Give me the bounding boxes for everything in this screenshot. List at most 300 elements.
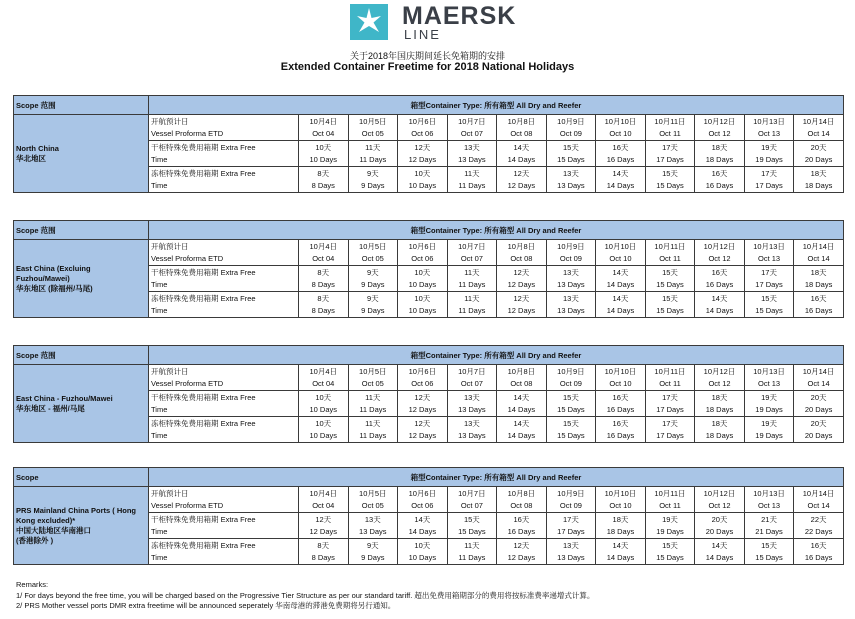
days-cn: 10天 xyxy=(315,418,332,428)
row-label-line: 冻柜特殊免费用箱期 Extra Free xyxy=(151,418,256,428)
days-cn: 15天 xyxy=(463,514,480,524)
days-cn: 11天 xyxy=(464,293,480,303)
days-en: 18 Days xyxy=(705,430,734,440)
container-type-header: 箱型Container Type: 所有箱型 All Dry and Reefer xyxy=(149,346,844,365)
days-cell xyxy=(299,391,349,417)
days-cell xyxy=(695,167,745,193)
date-cell xyxy=(348,115,398,141)
days-cell xyxy=(794,167,844,193)
days-cn: 14天 xyxy=(414,514,431,524)
days-cell xyxy=(447,292,497,318)
days-cn: 16天 xyxy=(711,168,728,178)
days-en: 9 Days xyxy=(361,305,385,315)
days-cn: 14天 xyxy=(513,418,530,428)
scope-line: East China (Excluing xyxy=(16,263,91,273)
scope-header: Scope 范围 xyxy=(14,221,149,240)
days-cell xyxy=(398,417,448,443)
days-cn: 13天 xyxy=(364,514,381,524)
row-label-line: Time xyxy=(151,305,168,315)
date-en: Oct 09 xyxy=(559,378,582,388)
days-en: 12 Days xyxy=(408,404,437,414)
row-label-line: Vessel Proforma ETD xyxy=(151,128,224,138)
date-cell xyxy=(596,115,646,141)
date-cn: 10月10日 xyxy=(604,366,637,376)
date-cn: 10月13日 xyxy=(753,241,785,251)
date-cell xyxy=(299,240,349,266)
date-en: Oct 13 xyxy=(758,253,781,263)
days-cn: 15天 xyxy=(662,540,678,550)
days-cn: 15天 xyxy=(761,540,777,550)
days-cell xyxy=(348,167,398,193)
date-cell xyxy=(497,365,547,391)
date-cn: 10月14日 xyxy=(802,241,835,251)
date-cell xyxy=(447,115,497,141)
date-cn: 10月11日 xyxy=(654,116,686,126)
days-en: 12 Days xyxy=(408,154,437,164)
days-cn: 12天 xyxy=(513,168,530,178)
days-cell xyxy=(497,266,547,292)
remarks xyxy=(16,580,594,612)
days-cn: 14天 xyxy=(612,293,629,303)
days-cell xyxy=(645,513,695,539)
days-en: 14 Days xyxy=(606,305,635,315)
days-en: 20 Days xyxy=(804,404,833,414)
row-label-reefer xyxy=(149,539,299,565)
days-cell xyxy=(794,417,844,443)
days-cn: 8天 xyxy=(317,267,330,277)
days-cn: 17天 xyxy=(761,267,777,277)
date-cn: 10月12日 xyxy=(703,116,736,126)
days-cn: 12天 xyxy=(414,418,431,428)
date-cn: 10月12日 xyxy=(703,488,736,498)
date-cn: 10月13日 xyxy=(753,488,785,498)
date-en: Oct 06 xyxy=(411,378,434,388)
days-en: 8 Days xyxy=(311,552,335,562)
table-header-row xyxy=(14,468,844,487)
scope-cell xyxy=(14,240,149,318)
days-en: 13 Days xyxy=(557,279,585,289)
row-label-line: Vessel Proforma ETD xyxy=(151,253,224,263)
date-cell xyxy=(645,365,695,391)
days-cn: 14天 xyxy=(711,540,728,550)
days-en: 20 Days xyxy=(804,430,833,440)
days-cell xyxy=(645,391,695,417)
freetime-table xyxy=(13,95,844,193)
days-en: 8 Days xyxy=(311,180,335,190)
page-title: Extended Container Freetime for 2018 National Holidays xyxy=(280,61,575,73)
days-en: 16 Days xyxy=(606,154,635,164)
date-en: Oct 04 xyxy=(312,253,335,263)
date-cn: 10月4日 xyxy=(309,116,338,126)
days-en: 20 Days xyxy=(804,154,833,164)
days-cn: 12天 xyxy=(315,514,332,524)
days-cn: 14天 xyxy=(612,168,629,178)
days-en: 13 Days xyxy=(557,180,585,190)
days-cell xyxy=(546,141,596,167)
days-en: 13 Days xyxy=(557,552,585,562)
scope-line: PRS Mainland China Ports ( Hong xyxy=(16,505,137,515)
date-cn: 10月8日 xyxy=(507,241,536,251)
days-en: 18 Days xyxy=(804,180,833,190)
days-cn: 18天 xyxy=(711,418,728,428)
row-label-line: 干柜特殊免费用箱期 Extra Free xyxy=(151,267,256,277)
date-cn: 10月7日 xyxy=(458,366,486,376)
scope-line: Kong excluded)* xyxy=(16,515,76,525)
days-cn: 20天 xyxy=(810,142,827,152)
days-en: 11 Days xyxy=(458,552,486,562)
days-en: 21 Days xyxy=(755,526,783,536)
row-label-etd xyxy=(149,365,299,391)
days-en: 17 Days xyxy=(557,526,585,536)
days-en: 15 Days xyxy=(557,404,585,414)
date-cn: 10月7日 xyxy=(458,241,486,251)
date-cn: 10月5日 xyxy=(359,366,387,376)
date-cell xyxy=(695,240,745,266)
date-cn: 10月6日 xyxy=(408,488,437,498)
date-en: Oct 05 xyxy=(361,128,384,138)
date-en: Oct 14 xyxy=(807,253,830,263)
date-en: Oct 06 xyxy=(411,253,434,263)
date-cell xyxy=(546,240,596,266)
date-en: Oct 07 xyxy=(460,378,483,388)
table-row xyxy=(14,365,844,378)
date-en: Oct 10 xyxy=(609,378,632,388)
date-cn: 10月8日 xyxy=(507,366,536,376)
row-label-reefer xyxy=(149,167,299,193)
days-cn: 12天 xyxy=(513,267,530,277)
date-cell xyxy=(744,115,794,141)
date-cell xyxy=(546,487,596,513)
date-cell xyxy=(645,115,695,141)
date-cn: 10月11日 xyxy=(654,366,686,376)
days-cell xyxy=(596,167,646,193)
days-en: 17 Days xyxy=(755,279,783,289)
days-cell xyxy=(744,292,794,318)
date-en: Oct 11 xyxy=(659,378,681,388)
days-cell xyxy=(497,539,547,565)
days-en: 22 Days xyxy=(804,526,833,536)
days-cell xyxy=(299,266,349,292)
date-cn: 10月14日 xyxy=(802,488,835,498)
days-en: 19 Days xyxy=(755,154,783,164)
days-cn: 15天 xyxy=(662,168,678,178)
scope-line: 中国大陆地区华南港口 xyxy=(16,525,91,535)
date-en: Oct 05 xyxy=(361,500,384,510)
date-cn: 10月11日 xyxy=(654,488,686,498)
row-label-line: 干柜特殊免费用箱期 Extra Free xyxy=(151,392,256,402)
days-cn: 18天 xyxy=(810,267,827,277)
days-cell xyxy=(596,266,646,292)
days-en: 14 Days xyxy=(705,305,734,315)
days-cell xyxy=(695,417,745,443)
days-en: 19 Days xyxy=(656,526,684,536)
days-cn: 15天 xyxy=(662,267,678,277)
days-cn: 16天 xyxy=(513,514,530,524)
scope-line: 华东地区 - 福州/马尾 xyxy=(16,403,85,413)
days-cell xyxy=(299,167,349,193)
date-cn: 10月5日 xyxy=(359,116,387,126)
days-cn: 15天 xyxy=(563,142,579,152)
days-en: 11 Days xyxy=(458,279,486,289)
days-cn: 15天 xyxy=(662,293,678,303)
row-label-etd xyxy=(149,240,299,266)
date-cn: 10月6日 xyxy=(408,366,437,376)
seven-point-star-icon xyxy=(350,4,388,40)
days-en: 9 Days xyxy=(361,279,385,289)
container-type-header: 箱型Container Type: 所有箱型 All Dry and Reefer xyxy=(149,221,844,240)
days-cell xyxy=(348,513,398,539)
days-cell xyxy=(497,417,547,443)
days-en: 16 Days xyxy=(804,552,833,562)
scope-header: Scope xyxy=(14,468,149,487)
days-en: 13 Days xyxy=(557,305,585,315)
date-cell xyxy=(447,365,497,391)
date-cell xyxy=(794,115,844,141)
date-cn: 10月10日 xyxy=(604,116,637,126)
date-cell xyxy=(398,365,448,391)
date-en: Oct 12 xyxy=(708,500,731,510)
days-cell xyxy=(744,141,794,167)
days-cell xyxy=(546,391,596,417)
scope-line: 华北地区 xyxy=(16,153,46,163)
days-en: 15 Days xyxy=(656,279,684,289)
days-cell xyxy=(348,417,398,443)
days-cell xyxy=(398,391,448,417)
date-en: Oct 13 xyxy=(758,378,781,388)
date-en: Oct 09 xyxy=(559,500,582,510)
days-cell xyxy=(695,513,745,539)
row-label-line: Vessel Proforma ETD xyxy=(151,378,224,388)
days-en: 9 Days xyxy=(361,552,385,562)
days-cn: 19天 xyxy=(761,392,777,402)
days-en: 10 Days xyxy=(408,279,437,289)
days-en: 18 Days xyxy=(705,404,734,414)
date-cn: 10月10日 xyxy=(604,488,637,498)
days-cn: 13天 xyxy=(463,392,480,402)
logo-subword: LINE xyxy=(404,27,441,42)
days-cell xyxy=(695,292,745,318)
remark-line: 1/ For days beyond the free time, you will be charged based on the Progressive Tier Structure as per our standard tariff. 超出免费用箱期部分的费用将按标准费率递增式计算。 xyxy=(16,590,595,600)
date-en: Oct 05 xyxy=(361,378,384,388)
days-cn: 17天 xyxy=(662,142,678,152)
days-en: 15 Days xyxy=(557,154,585,164)
days-cell xyxy=(546,539,596,565)
days-en: 18 Days xyxy=(705,154,734,164)
days-cn: 13天 xyxy=(463,142,480,152)
date-en: Oct 14 xyxy=(807,378,830,388)
days-cell xyxy=(348,539,398,565)
date-cn: 10月4日 xyxy=(309,241,338,251)
days-en: 10 Days xyxy=(309,404,338,414)
days-cell xyxy=(398,141,448,167)
days-en: 12 Days xyxy=(507,279,536,289)
days-cn: 10天 xyxy=(414,168,431,178)
date-en: Oct 04 xyxy=(312,500,335,510)
date-cn: 10月4日 xyxy=(309,488,338,498)
date-en: Oct 11 xyxy=(659,253,681,263)
days-en: 10 Days xyxy=(309,154,338,164)
days-cell xyxy=(695,391,745,417)
days-cell xyxy=(398,539,448,565)
days-cell xyxy=(744,266,794,292)
row-label-line: Time xyxy=(151,430,168,440)
row-label-etd xyxy=(149,115,299,141)
days-cell xyxy=(497,141,547,167)
row-label-dry xyxy=(149,266,299,292)
table-header-row xyxy=(14,346,844,365)
date-cell xyxy=(794,487,844,513)
days-cell xyxy=(794,292,844,318)
scope-header: Scope 范围 xyxy=(14,346,149,365)
days-cell xyxy=(299,141,349,167)
days-cn: 8天 xyxy=(317,168,330,178)
row-label-line: Time xyxy=(151,526,168,536)
days-cn: 16天 xyxy=(810,293,827,303)
days-en: 14 Days xyxy=(606,552,635,562)
days-cn: 8天 xyxy=(317,540,330,550)
days-en: 13 Days xyxy=(458,154,486,164)
days-cell xyxy=(596,141,646,167)
row-label-line: 开航预计日 xyxy=(151,488,189,498)
days-cell xyxy=(447,513,497,539)
date-cell xyxy=(497,115,547,141)
date-cn: 10月9日 xyxy=(557,241,585,251)
days-en: 9 Days xyxy=(361,180,385,190)
days-cell xyxy=(596,391,646,417)
date-cell xyxy=(794,365,844,391)
days-cn: 11天 xyxy=(365,142,381,152)
days-en: 16 Days xyxy=(705,180,734,190)
days-cn: 9天 xyxy=(366,168,379,178)
row-label-etd xyxy=(149,487,299,513)
days-en: 8 Days xyxy=(311,305,335,315)
days-cn: 11天 xyxy=(464,267,480,277)
date-cn: 10月10日 xyxy=(604,241,637,251)
date-en: Oct 11 xyxy=(659,128,681,138)
days-cell xyxy=(695,539,745,565)
days-cn: 13天 xyxy=(563,293,579,303)
date-cell xyxy=(596,240,646,266)
days-en: 19 Days xyxy=(755,430,783,440)
table-row xyxy=(14,240,844,253)
scope-line: Fuzhou/Mawei) xyxy=(16,273,70,283)
days-cell xyxy=(695,266,745,292)
days-cn: 14天 xyxy=(513,142,530,152)
days-en: 15 Days xyxy=(755,305,783,315)
date-en: Oct 04 xyxy=(312,128,335,138)
page-subtitle: 关于2018年国庆期间延长免箱期的安排 xyxy=(349,51,506,61)
days-en: 10 Days xyxy=(408,305,437,315)
days-cn: 11天 xyxy=(365,418,381,428)
days-cell xyxy=(398,167,448,193)
date-cell xyxy=(744,240,794,266)
days-cell xyxy=(596,292,646,318)
days-cell xyxy=(447,417,497,443)
days-cell xyxy=(497,292,547,318)
date-cn: 10月7日 xyxy=(458,116,486,126)
days-en: 13 Days xyxy=(458,430,486,440)
row-label-dry xyxy=(149,141,299,167)
date-en: Oct 09 xyxy=(559,253,582,263)
date-cell xyxy=(744,487,794,513)
days-cn: 20天 xyxy=(810,392,827,402)
row-label-line: Time xyxy=(151,180,168,190)
days-cn: 10天 xyxy=(414,293,431,303)
maersk-logo xyxy=(350,2,517,42)
date-cell xyxy=(695,487,745,513)
days-en: 14 Days xyxy=(705,552,734,562)
days-en: 8 Days xyxy=(311,279,335,289)
days-en: 15 Days xyxy=(458,526,486,536)
date-cn: 10月8日 xyxy=(507,488,536,498)
date-en: Oct 06 xyxy=(411,128,434,138)
freetime-table xyxy=(13,467,844,565)
days-cell xyxy=(794,391,844,417)
date-en: Oct 05 xyxy=(361,253,384,263)
date-cn: 10月12日 xyxy=(703,241,736,251)
date-cell xyxy=(546,115,596,141)
days-en: 11 Days xyxy=(458,180,486,190)
days-en: 11 Days xyxy=(359,404,387,414)
row-label-reefer xyxy=(149,292,299,318)
logo-wordmark: MAERSK xyxy=(402,2,517,30)
days-cell xyxy=(645,141,695,167)
days-cn: 12天 xyxy=(414,392,431,402)
days-cn: 19天 xyxy=(761,418,777,428)
days-en: 17 Days xyxy=(656,430,684,440)
date-cn: 10月7日 xyxy=(458,488,486,498)
days-cell xyxy=(744,167,794,193)
days-cell xyxy=(299,292,349,318)
days-en: 14 Days xyxy=(507,154,536,164)
date-cn: 10月11日 xyxy=(654,241,686,251)
freetime-table xyxy=(13,220,844,318)
freetime-table xyxy=(13,345,844,443)
row-label-reefer xyxy=(149,417,299,443)
days-cell xyxy=(744,417,794,443)
row-label-line: Time xyxy=(151,154,168,164)
days-en: 16 Days xyxy=(507,526,536,536)
days-cn: 8天 xyxy=(317,293,330,303)
date-en: Oct 13 xyxy=(758,128,781,138)
days-en: 19 Days xyxy=(755,404,783,414)
date-cell xyxy=(546,365,596,391)
days-cn: 15天 xyxy=(761,293,777,303)
date-cn: 10月6日 xyxy=(408,116,437,126)
days-en: 12 Days xyxy=(309,526,338,536)
days-cn: 11天 xyxy=(365,392,381,402)
days-cn: 10天 xyxy=(315,392,332,402)
date-en: Oct 10 xyxy=(609,500,632,510)
container-type-header: 箱型Container Type: 所有箱型 All Dry and Reefer xyxy=(149,468,844,487)
days-cell xyxy=(744,539,794,565)
row-label-line: Time xyxy=(151,279,168,289)
days-cell xyxy=(546,167,596,193)
date-cell xyxy=(348,365,398,391)
days-cell xyxy=(794,141,844,167)
row-label-line: Vessel Proforma ETD xyxy=(151,500,224,510)
date-en: Oct 10 xyxy=(609,128,632,138)
days-en: 13 Days xyxy=(458,404,486,414)
days-cn: 10天 xyxy=(414,540,431,550)
scope-cell xyxy=(14,365,149,443)
days-cell xyxy=(497,391,547,417)
days-cell xyxy=(645,167,695,193)
date-en: Oct 08 xyxy=(510,378,533,388)
days-cell xyxy=(596,539,646,565)
date-cell xyxy=(596,365,646,391)
days-en: 15 Days xyxy=(656,305,684,315)
